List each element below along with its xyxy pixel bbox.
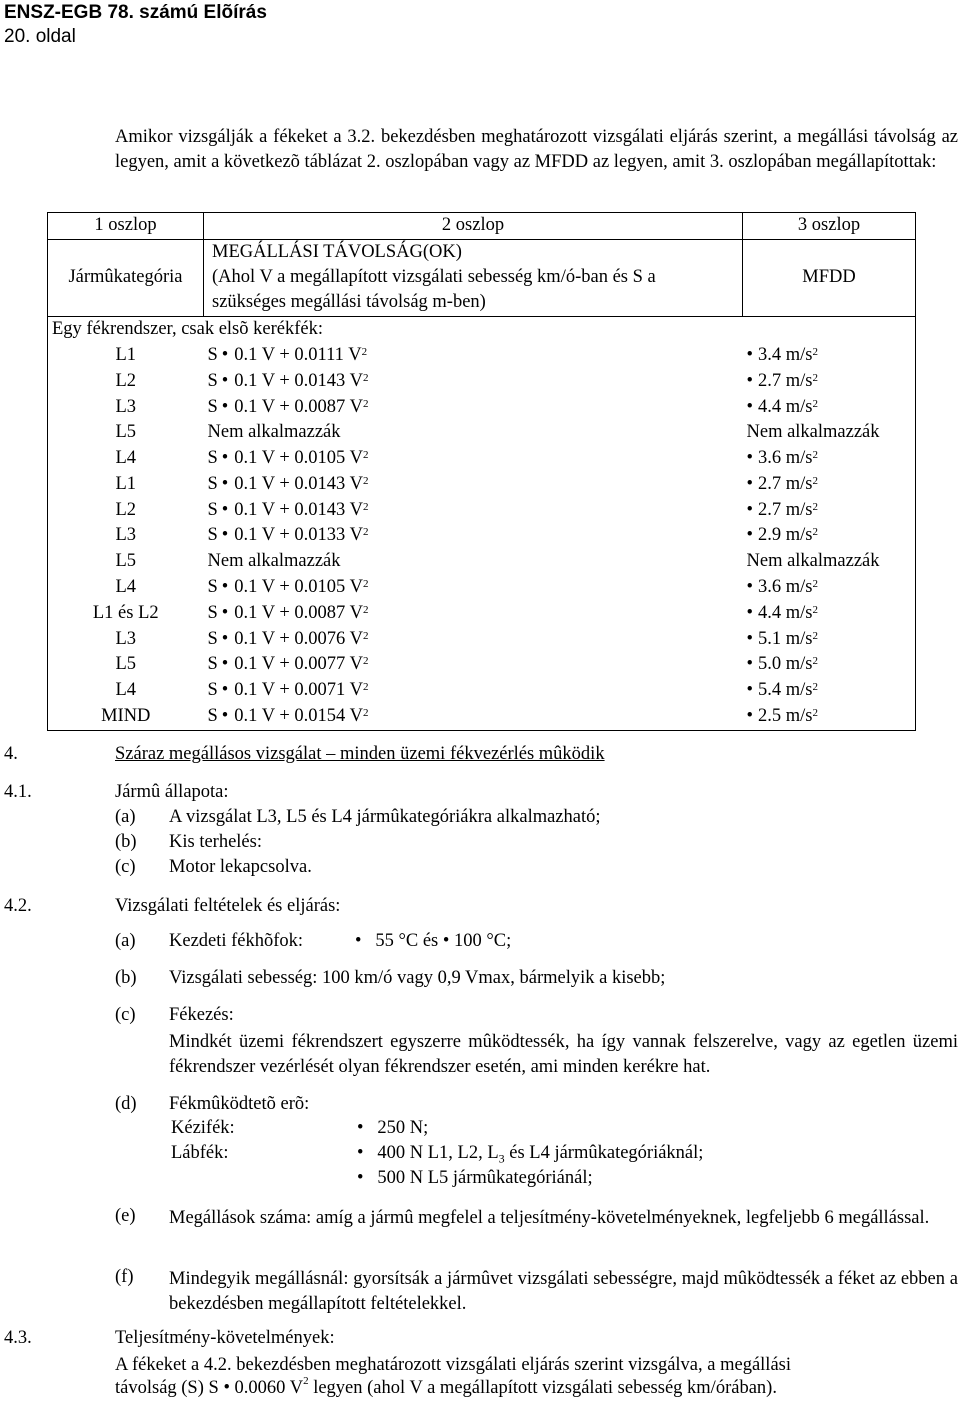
- category-cell: L3: [48, 626, 204, 652]
- mfdd-cell: [743, 523, 916, 549]
- table-row: [48, 601, 916, 627]
- list-text: Motor lekapcsolva.: [169, 857, 312, 877]
- exponent: 2: [812, 449, 818, 462]
- header-line-1: MEGÁLLÁSI TÁVOLSÁG(OK): [212, 242, 462, 262]
- table-row: [48, 575, 916, 601]
- s-symbol: S: [207, 448, 218, 469]
- exponent: 2: [362, 707, 369, 720]
- category-cell: MIND: [48, 704, 204, 730]
- bullet-symbol: •: [221, 628, 229, 649]
- category-cell: L3: [48, 394, 204, 420]
- table-row: [48, 420, 916, 446]
- mfdd-value: 5.4 m/s: [757, 680, 813, 701]
- mfdd-cell: [743, 394, 916, 420]
- mfdd-cell: [743, 575, 916, 601]
- mfdd-cell: [743, 368, 916, 394]
- mfdd-cell: [743, 497, 916, 523]
- distance-formula: 0.1 V + 0.0087 V: [234, 396, 363, 417]
- bullet-symbol: •: [221, 654, 229, 675]
- mfdd-cell: Nem alkalmazzák: [743, 549, 916, 575]
- table-row: [48, 523, 916, 549]
- performance-line-2: távolság (S) S • 0.0060 $V^2$ legyen (ahol V a megállapított vizsgálati sebesség km/órában).: [115, 1375, 777, 1398]
- bullet-symbol: •: [746, 344, 753, 365]
- bullet-symbol: •: [746, 525, 753, 546]
- distance-cell: [204, 652, 743, 678]
- exponent: 2: [362, 371, 369, 384]
- distance-cell: [204, 626, 743, 652]
- table-row: [48, 626, 916, 652]
- header-line-3: szükséges megállási távolság m-ben): [212, 292, 486, 313]
- list-label: (f): [115, 1267, 134, 1287]
- exponent: 2: [362, 474, 369, 487]
- category-cell: L2: [48, 497, 204, 523]
- bullet-symbol: •: [746, 473, 753, 494]
- footbrake-force-1a: 400 N L1, L2, L: [377, 1143, 499, 1163]
- exponent: 2: [812, 578, 818, 591]
- test-speed-text: Vizsgálati sebesség: 100 km/ó vagy 0,9 Vmax, bármelyik a kisebb;: [169, 968, 666, 988]
- distance-formula: 0.1 V + 0.0143 V: [234, 473, 363, 494]
- mfdd-value: 2.5 m/s: [757, 706, 813, 727]
- handbrake-label: Kézifék:: [171, 1118, 235, 1138]
- mfdd-cell: [743, 626, 916, 652]
- exponent: 2: [362, 629, 369, 642]
- distance-cell: [204, 368, 743, 394]
- list-label: (c): [115, 857, 136, 877]
- list-label: (c): [115, 1005, 136, 1025]
- list-text: Kis terhelés:: [169, 832, 262, 852]
- header-line-2: (Ahol V a megállapított vizsgálati sebesség km/ó-ban és S a: [212, 267, 656, 288]
- perf-part-c: legyen (ahol V a megállapított vizsgálati sebesség km/órában).: [308, 1378, 777, 1398]
- exponent: 2: [812, 603, 818, 616]
- s-symbol: S: [207, 577, 218, 598]
- bullet-symbol: •: [221, 499, 229, 520]
- performance-line-1: A fékeket a 4.2. bekezdésben meghatározott vizsgálati eljárás szerint vizsgálva, a megállási: [115, 1355, 791, 1375]
- page-number: 20. oldal: [4, 26, 76, 47]
- category-cell: L1 és L2: [48, 601, 204, 627]
- bullet-symbol: •: [746, 448, 753, 469]
- distance-formula: 0.1 V + 0.0105 V: [234, 577, 363, 598]
- bullet-symbol: •: [221, 344, 229, 365]
- distance-cell: Nem alkalmazzák: [207, 551, 341, 572]
- braking-text: Mindkét üzemi fékrendszert egyszerre mûködtessék, ha így vannak felszerelve, vagy az egetlen üzemi fékrendszer vezérlését olyan fékrendszer esetén, ami minden kerékre hat.: [169, 1032, 958, 1077]
- mfdd-cell: [743, 343, 916, 369]
- s-symbol: S: [207, 396, 218, 417]
- section-4-number: 4.: [4, 744, 18, 764]
- distance-formula: 0.1 V + 0.0077 V: [234, 654, 363, 675]
- vehicle-category-header: Jármûkategória: [48, 240, 204, 317]
- footbrake-force-2: 500 N L5 jármûkategóriánál;: [377, 1168, 593, 1188]
- exponent: 2: [812, 371, 818, 384]
- perf-part-a: távolság (S) S: [115, 1378, 219, 1398]
- s-symbol: S: [207, 473, 218, 494]
- mfdd-value: 5.0 m/s: [757, 654, 813, 675]
- list-label: (e): [115, 1206, 136, 1226]
- list-label: (a): [115, 807, 136, 827]
- exponent: 2: [812, 681, 818, 694]
- col-header-2: 2 oszlop: [204, 213, 743, 240]
- list-label: (d): [115, 1094, 137, 1114]
- bullet-symbol: •: [746, 680, 753, 701]
- brake-temp-label: Kezdeti fékhõfok:: [169, 931, 304, 951]
- table-row: [48, 652, 916, 678]
- stopping-distance-table: [47, 212, 916, 731]
- col-header-1: 1 oszlop: [48, 213, 204, 240]
- footbrake-force-1b: és L4 jármûkategóriáknál;: [504, 1143, 704, 1163]
- handbrake-value: • 250 N;: [357, 1118, 429, 1138]
- category-cell: L4: [48, 575, 204, 601]
- section-42-title: Vizsgálati feltételek és eljárás:: [115, 896, 341, 916]
- mfdd-value: 3.6 m/s: [757, 448, 813, 469]
- stopping-distance-header: [204, 240, 743, 317]
- list-label: (b): [115, 968, 137, 988]
- mfdd-value: 4.4 m/s: [757, 396, 813, 417]
- bullet-symbol: •: [221, 706, 229, 727]
- exponent: 2: [812, 397, 818, 410]
- section-42-number: 4.2.: [4, 896, 32, 916]
- exponent: 2: [362, 449, 369, 462]
- braking-label: Fékezés:: [169, 1005, 234, 1025]
- bullet-symbol: •: [746, 370, 753, 391]
- exponent: 2: [362, 681, 369, 694]
- mfdd-cell: [743, 652, 916, 678]
- bullet-symbol: •: [746, 706, 753, 727]
- s-symbol: S: [207, 628, 218, 649]
- bullet-symbol: •: [746, 577, 753, 598]
- mfdd-value: 2.7 m/s: [757, 499, 813, 520]
- distance-formula: 0.1 V + 0.0143 V: [234, 499, 363, 520]
- mfdd-cell: [743, 601, 916, 627]
- mfdd-header: MFDD: [743, 240, 916, 317]
- distance-formula: 0.1 V + 0.0143 V: [234, 370, 363, 391]
- bullet-symbol: •: [221, 577, 229, 598]
- table-row: [48, 394, 916, 420]
- distance-cell: [204, 394, 743, 420]
- s-symbol: S: [207, 680, 218, 701]
- temp-max: 100 °C;: [454, 931, 512, 951]
- table-row: [48, 446, 916, 472]
- exponent: 2: [362, 500, 369, 513]
- s-symbol: S: [207, 370, 218, 391]
- table-row: [48, 368, 916, 394]
- handbrake-force: 250 N;: [377, 1118, 429, 1138]
- exponent: 2: [812, 345, 818, 358]
- footbrake-value-2: • 500 N L5 jármûkategóriánál;: [357, 1168, 593, 1188]
- brake-temp-value: • 55 °C és • 100 °C;: [355, 931, 512, 951]
- distance-formula: 0.1 V + 0.0087 V: [234, 602, 363, 623]
- bullet-symbol: •: [746, 628, 753, 649]
- distance-formula: 0.1 V + 0.0133 V: [234, 525, 363, 546]
- mfdd-value: 2.7 m/s: [757, 473, 813, 494]
- distance-cell: [204, 601, 743, 627]
- distance-formula: 0.1 V + 0.0105 V: [234, 448, 363, 469]
- category-cell: L3: [48, 523, 204, 549]
- temp-min: 55 °C és: [375, 931, 439, 951]
- category-cell: L4: [48, 678, 204, 704]
- exponent: 2: [812, 500, 818, 513]
- mfdd-value: 3.6 m/s: [757, 577, 813, 598]
- exponent: 2: [362, 578, 369, 591]
- distance-cell: [204, 678, 743, 704]
- exponent: 2: [362, 397, 369, 410]
- document-title: ENSZ-EGB 78. számú Elõírás: [4, 2, 267, 23]
- mfdd-cell: [743, 472, 916, 498]
- bullet-symbol: •: [221, 525, 229, 546]
- distance-cell: [204, 472, 743, 498]
- table-row: [48, 678, 916, 704]
- s-symbol: S: [207, 654, 218, 675]
- table-row: [48, 472, 916, 498]
- force-label: Fékmûködtetõ erõ:: [169, 1094, 310, 1114]
- mfdd-value: 2.7 m/s: [757, 370, 813, 391]
- distance-formula: 0.1 V + 0.0154 V: [234, 706, 363, 727]
- subscript: 3: [498, 1151, 505, 1166]
- exponent: 2: [362, 526, 369, 539]
- category-cell: L4: [48, 446, 204, 472]
- bullet-symbol: •: [221, 370, 229, 391]
- s-symbol: S: [207, 602, 218, 623]
- exponent: 2: [812, 629, 818, 642]
- bullet-symbol: •: [221, 396, 229, 417]
- section-41-number: 4.1.: [4, 782, 32, 802]
- distance-formula: 0.1 V + 0.0071 V: [234, 680, 363, 701]
- list-label: (b): [115, 832, 137, 852]
- s-symbol: S: [207, 344, 218, 365]
- section-label: Egy fékrendszer, csak elsõ kerékfék:: [48, 316, 916, 343]
- category-cell: L5: [48, 652, 204, 678]
- distance-formula: 0.1 V + 0.0076 V: [234, 628, 363, 649]
- distance-cell: [204, 523, 743, 549]
- bullet-symbol: •: [221, 448, 229, 469]
- bullet-symbol: •: [746, 654, 753, 675]
- s-symbol: S: [207, 499, 218, 520]
- category-cell: L2: [48, 368, 204, 394]
- bullet-symbol: •: [746, 499, 753, 520]
- category-cell: L1: [48, 343, 204, 369]
- section-41-title: Jármû állapota:: [115, 782, 229, 802]
- bullet-symbol: •: [221, 602, 229, 623]
- distance-cell: [204, 704, 743, 730]
- section-43-number: 4.3.: [4, 1328, 32, 1348]
- exponent: 2: [812, 474, 818, 487]
- mfdd-value: 2.9 m/s: [757, 525, 813, 546]
- table-row: [48, 704, 916, 730]
- mfdd-cell: [743, 704, 916, 730]
- mfdd-cell: [743, 446, 916, 472]
- intro-paragraph: Amikor vizsgálják a fékeket a 3.2. bekezdésben meghatározott vizsgálati eljárás szerint, a megállási távolság az legyen, amit a következõ táblázat 2. oszlopában vagy az MFDD az legyen, amit 3. oszlopában megállapítottak:: [115, 127, 958, 172]
- perf-part-b: 0.0060 V: [234, 1378, 304, 1398]
- s-symbol: S: [207, 706, 218, 727]
- mfdd-cell: [743, 678, 916, 704]
- mfdd-value: 3.4 m/s: [757, 344, 813, 365]
- exponent: 2: [362, 603, 369, 616]
- distance-cell: [204, 575, 743, 601]
- distance-cell: [204, 343, 743, 369]
- mfdd-cell: Nem alkalmazzák: [743, 420, 916, 446]
- section-43-title: Teljesítmény-követelmények:: [115, 1328, 335, 1348]
- s-symbol: S: [207, 525, 218, 546]
- section-4-title: Száraz megállásos vizsgálat – minden üzemi fékvezérlés mûködik: [115, 744, 605, 764]
- bullet-symbol: •: [746, 396, 753, 417]
- mfdd-value: 5.1 m/s: [757, 628, 813, 649]
- exponent: 2: [812, 655, 818, 668]
- table-row: [48, 497, 916, 523]
- bullet-symbol: •: [221, 680, 229, 701]
- list-text: A vizsgálat L3, L5 és L4 jármûkategóriákra alkalmazható;: [169, 807, 601, 827]
- bullet-symbol: •: [221, 473, 229, 494]
- distance-cell: Nem alkalmazzák: [207, 422, 341, 443]
- table-row: [48, 343, 916, 369]
- bullet-symbol: •: [746, 602, 753, 623]
- exponent: 2: [812, 526, 818, 539]
- footbrake-label: Lábfék:: [171, 1143, 229, 1163]
- each-stop-text: Mindegyik megállásnál: gyorsítsák a jármûvet vizsgálati sebességre, majd mûködtessék a féket az ebben a bekezdésben megállapított feltételekkel.: [169, 1269, 958, 1314]
- exponent: 2: [361, 345, 368, 358]
- table-row: [48, 549, 916, 575]
- category-cell: L5: [48, 420, 204, 446]
- footbrake-value-1: • 400 N L1, L2, $L_3$ és L4 jármûkategóriáknál;: [357, 1143, 704, 1166]
- distance-formula: 0.1 V + 0.0111 V: [234, 344, 362, 365]
- distance-cell: [204, 497, 743, 523]
- table-body: [48, 343, 916, 730]
- stops-count-text: Megállások száma: amíg a jármû megfelel a teljesítmény-követelményeknek, legfeljebb 6 megállással.: [169, 1208, 930, 1228]
- superscript: 2: [303, 1375, 309, 1387]
- exponent: 2: [812, 707, 818, 720]
- col-header-3: 3 oszlop: [743, 213, 916, 240]
- distance-cell: [204, 446, 743, 472]
- mfdd-value: 4.4 m/s: [757, 602, 813, 623]
- list-label: (a): [115, 931, 136, 951]
- exponent: 2: [362, 655, 369, 668]
- category-cell: L5: [48, 549, 204, 575]
- category-cell: L1: [48, 472, 204, 498]
